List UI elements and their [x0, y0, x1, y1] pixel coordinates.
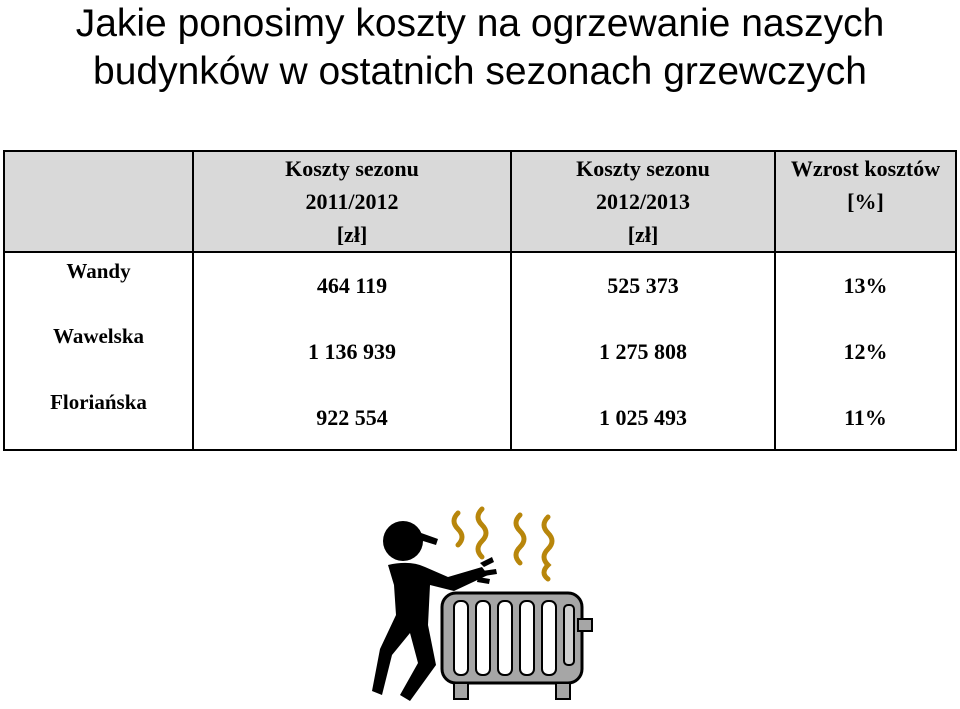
- header-text: [zł]: [627, 222, 659, 247]
- cost-2011-2012-wawelska: 1 136 939: [308, 339, 396, 364]
- row-label-wandy: Wandy: [66, 259, 131, 283]
- header-text: Koszty sezonu: [576, 156, 710, 181]
- cost-2012-2013-wawelska: 1 275 808: [599, 339, 687, 364]
- column-increase-values: [775, 252, 956, 450]
- title-line-1: Jakie ponosimy koszty na ogrzewanie naszych: [75, 2, 885, 45]
- cost-2011-2012-florianska: 922 554: [316, 405, 388, 430]
- table-corner-cell: [4, 151, 193, 252]
- cost-2012-2013-wandy: 525 373: [607, 273, 679, 298]
- column-header-2012-2013: [511, 151, 775, 252]
- column-2011-2012-values: [193, 252, 511, 450]
- increase-wandy: 13%: [843, 273, 888, 298]
- page-title: [0, 0, 960, 96]
- header-text: [%]: [847, 189, 884, 214]
- increase-wawelska: 12%: [843, 339, 888, 364]
- row-label-wawelska: Wawelska: [52, 324, 144, 348]
- heating-costs-table: [3, 150, 957, 451]
- column-2012-2013-values: [511, 252, 775, 450]
- cost-2011-2012-wandy: 464 119: [316, 273, 388, 298]
- column-header-cost-increase: [775, 151, 956, 252]
- header-text: 2012/2013: [595, 189, 691, 214]
- header-text: 2011/2012: [305, 189, 399, 214]
- header-text: [zł]: [336, 222, 368, 247]
- header-text: Wzrost kosztów: [790, 156, 941, 181]
- header-text: Koszty sezonu: [285, 156, 419, 181]
- column-header-2011-2012: [193, 151, 511, 252]
- cost-2012-2013-florianska: 1 025 493: [599, 405, 687, 430]
- heat-waves-icon: [454, 509, 552, 579]
- person-warming-hands-at-radiator-icon: [370, 505, 600, 709]
- radiator-icon: [442, 593, 592, 699]
- increase-florianska: 11%: [844, 405, 887, 430]
- row-label-florianska: Floriańska: [50, 390, 147, 414]
- row-labels-cell: [4, 252, 193, 450]
- table-body-row: [4, 252, 956, 450]
- table-header-row: [4, 151, 956, 252]
- title-line-2: budynków w ostatnich sezonach grzewczych: [93, 50, 867, 93]
